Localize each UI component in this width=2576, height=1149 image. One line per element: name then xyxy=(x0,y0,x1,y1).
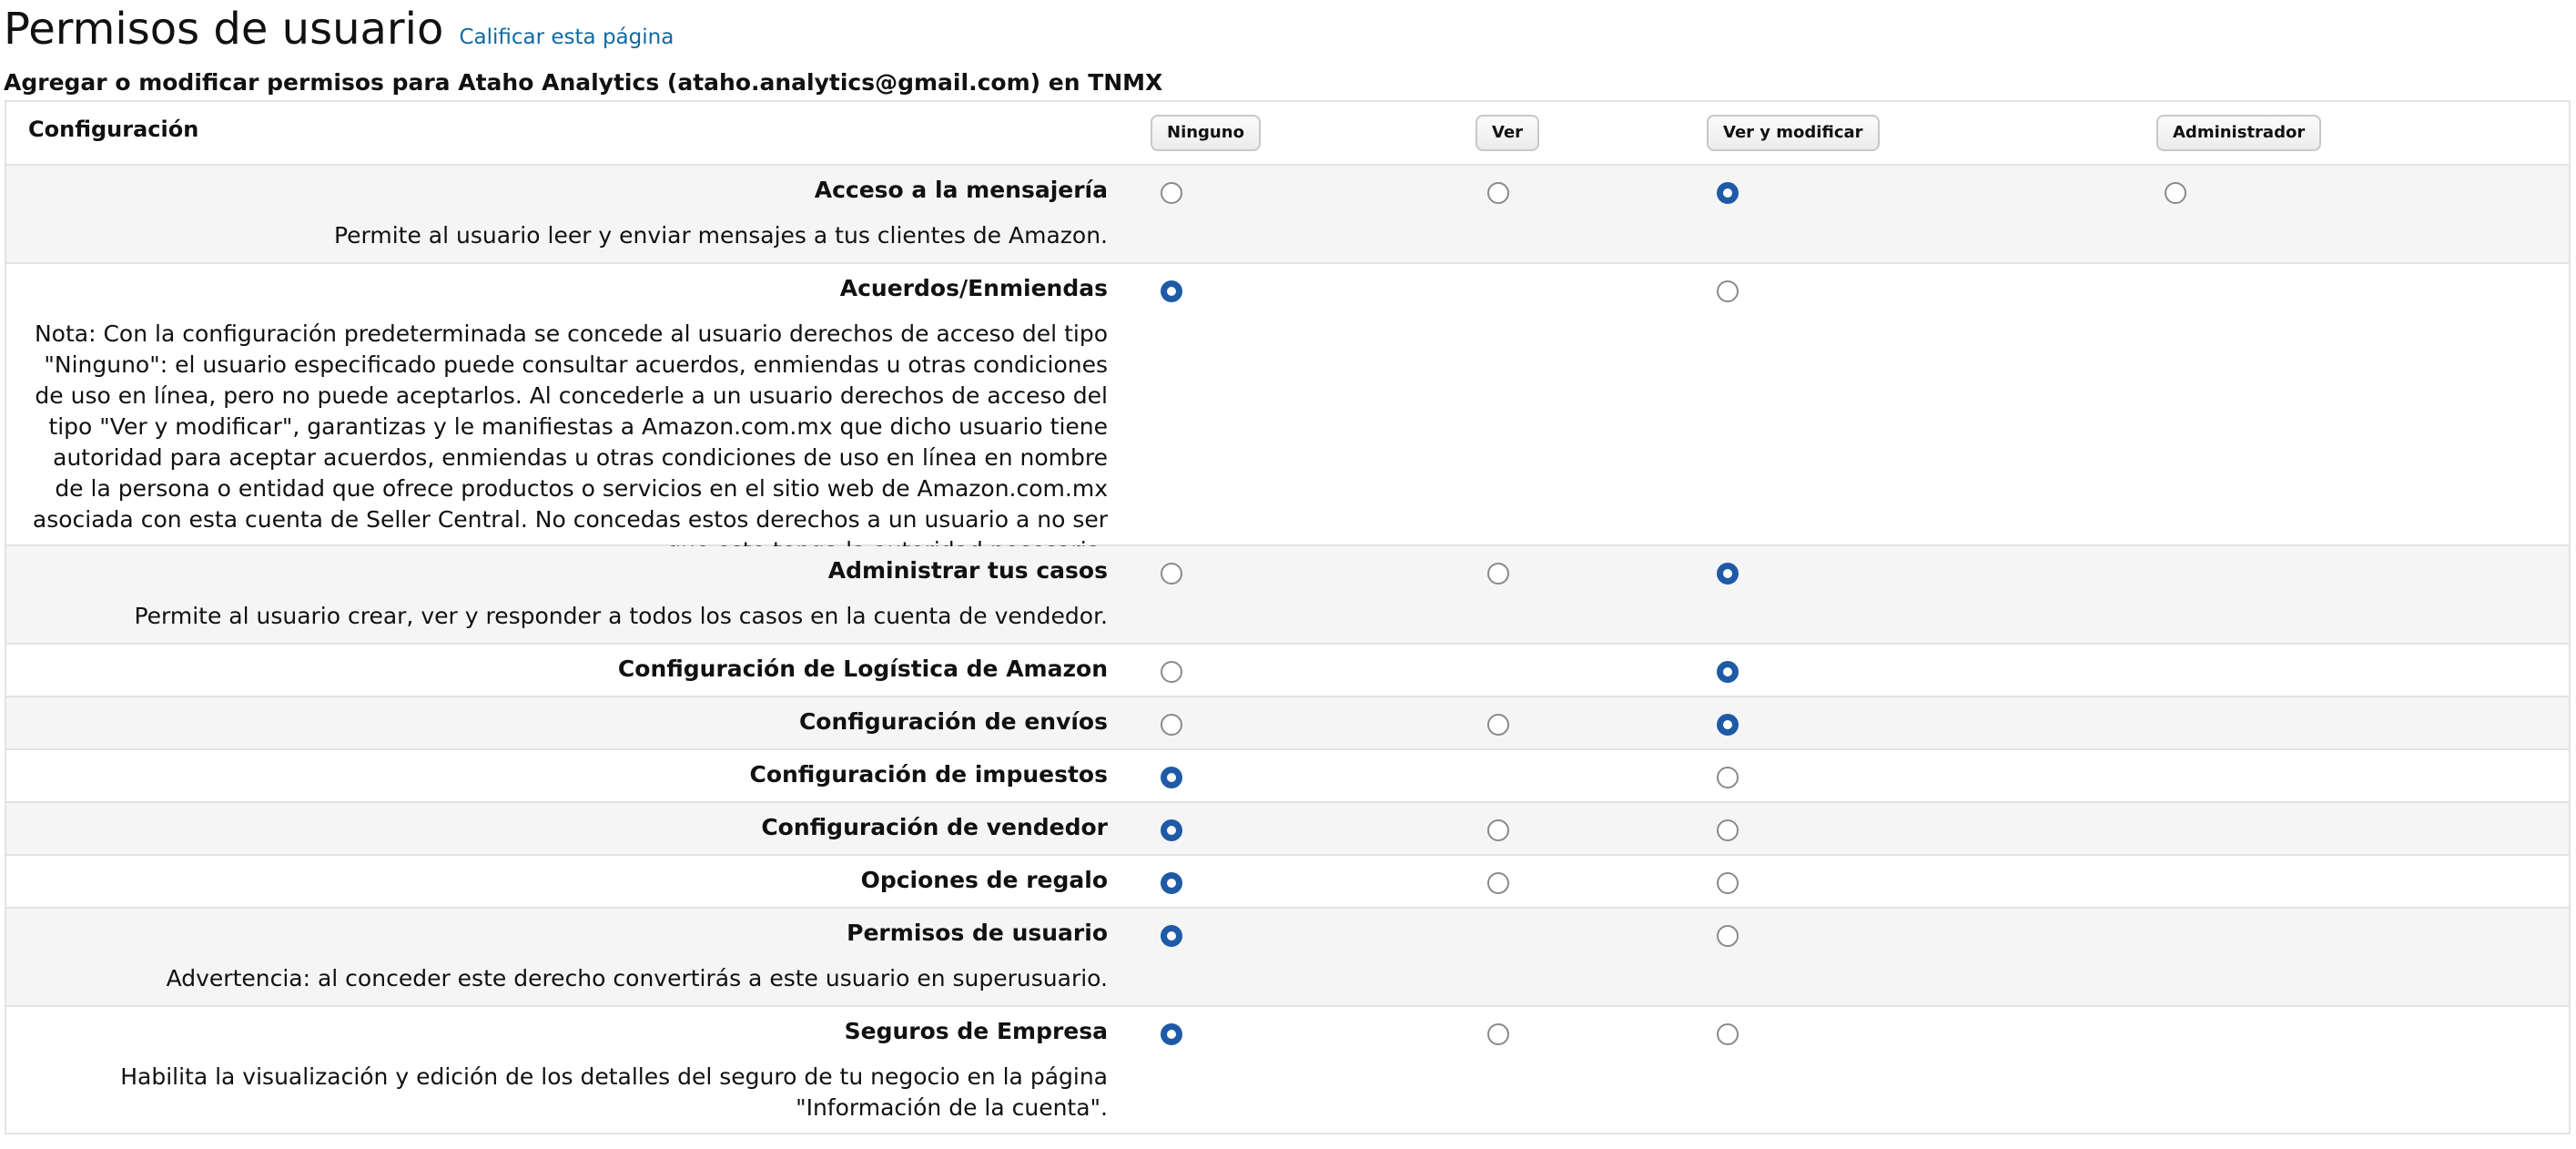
permission-rows xyxy=(6,166,2569,1134)
permission-label: Acuerdos/Enmiendas xyxy=(839,275,1108,301)
permission-row-seguros-de-empresa xyxy=(6,1007,2569,1134)
permission-label: Configuración de vendedor xyxy=(761,814,1108,840)
permission-row-acuerdos-enmiendas xyxy=(6,264,2569,546)
permission-row-administrar-tus-casos xyxy=(6,546,2569,645)
radio-ver[interactable] xyxy=(1487,563,1509,585)
permission-description: Advertencia: al conceder este derecho convertirás a este usuario en superusuario. xyxy=(166,965,1108,991)
permissions-table xyxy=(5,100,2571,1134)
permission-text xyxy=(28,803,1108,843)
permission-text xyxy=(28,546,1108,632)
permission-description: Habilita la visualización y edición de los detalles del seguro de tu negocio en la página "Información de la cuenta". xyxy=(120,1063,1108,1121)
permission-row-configuracion-de-envios xyxy=(6,697,2569,750)
permissions-subtitle: Agregar o modificar permisos para Ataho Analytics (ataho.analytics@gmail.com) en TNMX xyxy=(4,69,1163,96)
permission-text xyxy=(28,645,1108,685)
page-title: Permisos de usuario xyxy=(4,4,444,55)
permission-label: Acceso a la mensajería xyxy=(814,177,1108,203)
radio-ninguno[interactable] xyxy=(1161,925,1182,947)
permissions-table-header xyxy=(6,102,2569,166)
radio-ver-y-modificar[interactable] xyxy=(1717,563,1739,585)
radio-ninguno[interactable] xyxy=(1161,182,1182,204)
radio-ninguno[interactable] xyxy=(1161,872,1182,894)
permission-row-acceso-a-la-mensajeria xyxy=(6,166,2569,264)
radio-ver-y-modificar[interactable] xyxy=(1717,1023,1739,1045)
radio-ninguno[interactable] xyxy=(1161,819,1182,841)
permission-label: Seguros de Empresa xyxy=(844,1018,1108,1044)
permission-label: Configuración de impuestos xyxy=(749,761,1108,788)
radio-ver[interactable] xyxy=(1487,182,1509,204)
title-row xyxy=(4,0,674,58)
radio-ver-y-modificar[interactable] xyxy=(1717,767,1739,788)
permission-label: Permisos de usuario xyxy=(847,920,1108,946)
radio-ver-y-modificar[interactable] xyxy=(1717,872,1739,894)
permission-label: Opciones de regalo xyxy=(860,867,1108,893)
radio-ninguno[interactable] xyxy=(1161,767,1182,788)
permission-description: Permite al usuario leer y enviar mensajes a tus clientes de Amazon. xyxy=(333,222,1108,249)
radio-ver-y-modificar[interactable] xyxy=(1717,819,1739,841)
column-administrador-button[interactable]: Administrador xyxy=(2156,115,2321,151)
column-ver-y-modificar-button[interactable]: Ver y modificar xyxy=(1707,115,1880,151)
permission-row-configuracion-de-logistica-de-amazon xyxy=(6,645,2569,697)
radio-ninguno[interactable] xyxy=(1161,1023,1182,1045)
permission-text xyxy=(28,909,1108,994)
permission-description: Nota: Con la configuración predeterminada se concede al usuario derechos de acceso del tipo "Ninguno": el usuario especificado puede consultar acuerdos, enmiendas u otras condiciones de uso en línea, pero no puede aceptarlos. Al concederle a un usuario derechos de acceso del tipo "Ver y modificar", garantizas y le manifiestas a Amazon.com.mx que dicho usuario tiene autoridad para aceptar acuerdos, enmiendas u otras condiciones de uso en línea en nombre de la persona o entidad que ofrece productos o servicios en el sitio web de Amazon.com.mx asociada con esta cuenta de Seller Central. No concedas estos derechos a un usuario a no ser xyxy=(32,320,1108,533)
permission-label: Configuración de Logística de Amazon xyxy=(617,656,1108,682)
radio-ver-y-modificar[interactable] xyxy=(1717,714,1739,736)
radio-ninguno[interactable] xyxy=(1161,563,1182,585)
radio-ninguno[interactable] xyxy=(1161,661,1182,683)
permission-text xyxy=(28,750,1108,790)
permission-label: Configuración de envíos xyxy=(798,708,1108,735)
permission-text xyxy=(28,1007,1108,1124)
radio-ver-y-modificar[interactable] xyxy=(1717,925,1739,947)
permission-text xyxy=(28,697,1108,737)
rate-page-link[interactable]: Calificar esta página xyxy=(459,25,674,49)
permission-text xyxy=(28,264,1108,566)
permission-row-opciones-de-regalo xyxy=(6,856,2569,909)
radio-ver-y-modificar[interactable] xyxy=(1717,182,1739,204)
radio-ver[interactable] xyxy=(1487,819,1509,841)
radio-ver-y-modificar[interactable] xyxy=(1717,661,1739,683)
permission-text xyxy=(28,856,1108,896)
permission-row-configuracion-de-vendedor xyxy=(6,803,2569,856)
radio-ver-y-modificar[interactable] xyxy=(1717,280,1739,302)
radio-ninguno[interactable] xyxy=(1161,714,1182,736)
permission-label: Administrar tus casos xyxy=(827,557,1108,584)
radio-ver[interactable] xyxy=(1487,872,1509,894)
radio-ver[interactable] xyxy=(1487,714,1509,736)
column-ninguno-button[interactable]: Ninguno xyxy=(1151,115,1261,151)
permission-row-permisos-de-usuario xyxy=(6,909,2569,1007)
permission-row-configuracion-de-impuestos xyxy=(6,750,2569,803)
permission-text xyxy=(28,166,1108,251)
column-ver-button[interactable]: Ver xyxy=(1476,115,1539,151)
config-column-label: Configuración xyxy=(28,117,199,142)
radio-ver[interactable] xyxy=(1487,1023,1509,1045)
permission-description: Permite al usuario crear, ver y responder a todos los casos en la cuenta de vendedor. xyxy=(134,603,1108,629)
radio-ninguno[interactable] xyxy=(1161,280,1182,302)
radio-administrador[interactable] xyxy=(2165,182,2186,204)
